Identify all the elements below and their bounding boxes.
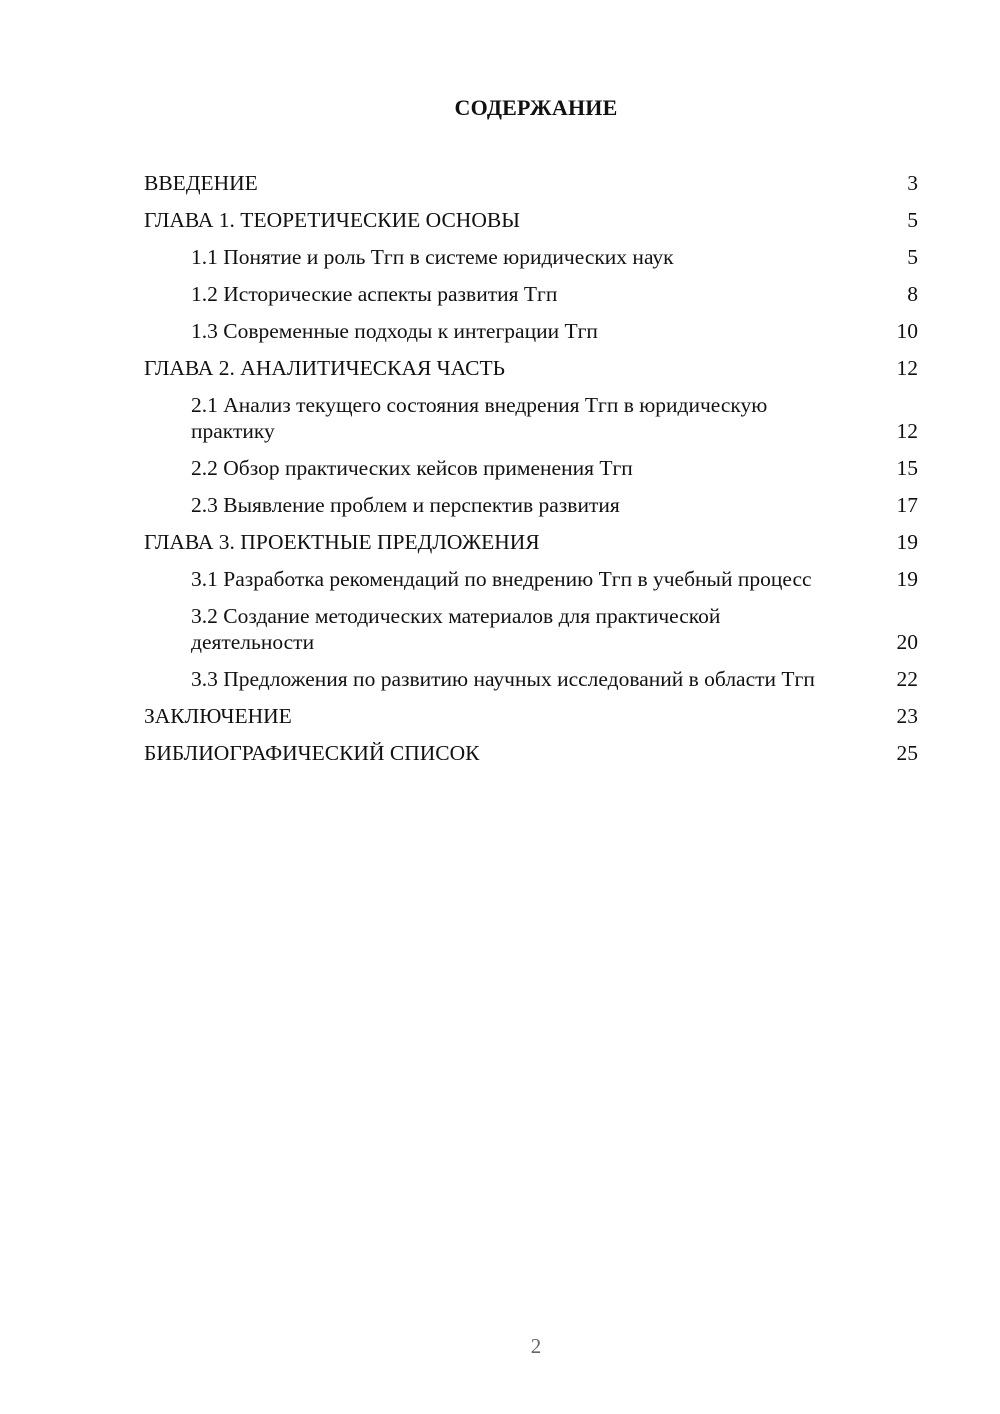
toc-entry[interactable] bbox=[144, 603, 918, 655]
toc-entry[interactable] bbox=[144, 740, 918, 766]
toc-entry-page: 22 bbox=[896, 667, 918, 691]
toc-entry-label: ВВЕДЕНИЕ bbox=[144, 171, 258, 195]
toc-entry-page: 20 bbox=[896, 630, 918, 654]
toc-entry[interactable] bbox=[144, 355, 918, 381]
toc-entry[interactable] bbox=[144, 281, 918, 307]
toc-entry-page: 23 bbox=[896, 704, 918, 728]
table-of-contents bbox=[144, 170, 918, 777]
toc-entry-label: 1.1 Понятие и роль Тгп в системе юридических наук bbox=[191, 245, 674, 269]
toc-entry-page: 12 bbox=[896, 419, 918, 443]
toc-entry[interactable] bbox=[144, 566, 918, 592]
toc-entry[interactable] bbox=[144, 318, 918, 344]
toc-entry-label: 1.3 Современные подходы к интеграции Тгп bbox=[191, 319, 598, 343]
toc-entry[interactable] bbox=[144, 703, 918, 729]
toc-entry-page: 5 bbox=[907, 208, 918, 232]
toc-entry-page: 10 bbox=[896, 319, 918, 343]
toc-entry-label: 2.2 Обзор практических кейсов применения Тгп bbox=[191, 456, 633, 480]
toc-entry-label: 3.2 Создание методических материалов для практической деятельности bbox=[191, 604, 721, 654]
toc-entry-label: 3.3 Предложения по развитию научных исследований в области Тгп bbox=[191, 667, 815, 691]
toc-entry-label: 1.2 Исторические аспекты развития Тгп bbox=[191, 282, 558, 306]
toc-entry[interactable] bbox=[144, 392, 918, 444]
toc-entry[interactable] bbox=[144, 666, 918, 692]
toc-entry[interactable] bbox=[144, 492, 918, 518]
toc-entry-label: ЗАКЛЮЧЕНИЕ bbox=[144, 704, 292, 728]
toc-entry[interactable] bbox=[144, 529, 918, 555]
page-title: СОДЕРЖАНИЕ bbox=[454, 95, 618, 120]
page-number: 2 bbox=[530, 1334, 542, 1358]
toc-entry[interactable] bbox=[144, 244, 918, 270]
toc-entry[interactable] bbox=[144, 170, 918, 196]
toc-entry-label: ГЛАВА 3. ПРОЕКТНЫЕ ПРЕДЛОЖЕНИЯ bbox=[144, 530, 540, 554]
toc-entry-label: ГЛАВА 1. ТЕОРЕТИЧЕСКИЕ ОСНОВЫ bbox=[144, 208, 520, 232]
toc-entry-page: 15 bbox=[896, 456, 918, 480]
toc-entry-label: 2.3 Выявление проблем и перспектив развития bbox=[191, 493, 620, 517]
toc-entry-page: 25 bbox=[896, 741, 918, 765]
toc-entry-page: 17 bbox=[896, 493, 918, 517]
toc-entry-page: 8 bbox=[907, 282, 918, 306]
toc-entry-label: 3.1 Разработка рекомендаций по внедрению Тгп в учебный процесс bbox=[191, 567, 812, 591]
toc-entry-page: 19 bbox=[896, 530, 918, 554]
toc-entry[interactable] bbox=[144, 455, 918, 481]
toc-entry-page: 19 bbox=[896, 567, 918, 591]
toc-entry-page: 5 bbox=[907, 245, 918, 269]
toc-entry-label: БИБЛИОГРАФИЧЕСКИЙ СПИСОК bbox=[144, 741, 480, 765]
toc-entry-page: 12 bbox=[896, 356, 918, 380]
toc-entry-label: 2.1 Анализ текущего состояния внедрения Тгп в юридическую практику bbox=[191, 393, 768, 443]
toc-entry-label: ГЛАВА 2. АНАЛИТИЧЕСКАЯ ЧАСТЬ bbox=[144, 356, 505, 380]
toc-entry[interactable] bbox=[144, 207, 918, 233]
toc-entry-page: 3 bbox=[907, 171, 918, 195]
